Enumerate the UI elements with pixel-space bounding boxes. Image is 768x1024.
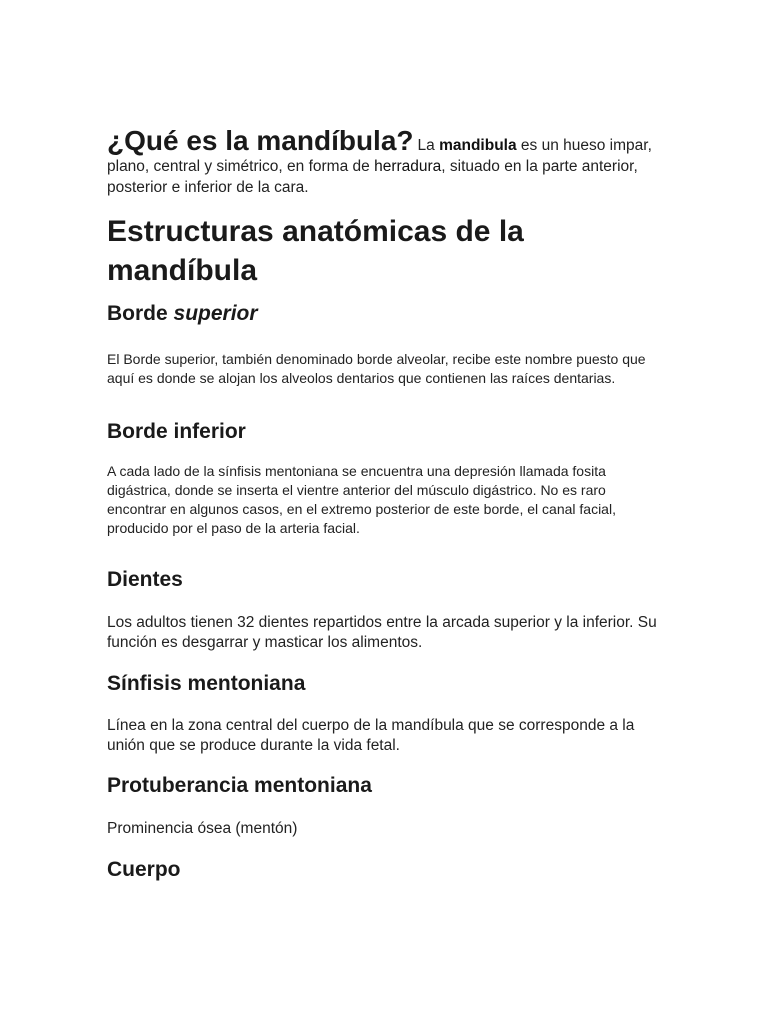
section-title-dientes: Dientes — [107, 568, 183, 591]
section-title-protuberancia: Protuberancia mentoniana — [107, 774, 372, 797]
intro-text-3: , situado en la parte anterior, posterior e inferior de la cara. — [107, 158, 638, 196]
intro-paragraph — [107, 125, 667, 198]
question-title: ¿Qué es la mandíbula? — [107, 125, 414, 156]
section-text-borde-superior: El Borde superior, también denominado borde alveolar, recibe este nombre puesto que aquí es donde se alojan los alveolos dentarios que contienen las raíces dentarias. — [107, 351, 646, 386]
section-title-borde-inferior: Borde inferior — [107, 420, 246, 443]
intro-highlight-term: herradura — [374, 158, 442, 175]
intro-text-2: es un hueso impar, plano, central y simétrico, en forma de — [107, 137, 652, 175]
intro-bold-term: mandibula — [439, 137, 517, 154]
section-text-sinfisis: Línea en la zona central del cuerpo de la mandíbula que se corresponde a la unión que se produce durante la vida fetal. — [107, 717, 635, 754]
main-heading: Estructuras anatómicas de la mandíbula — [107, 215, 524, 287]
section-title-italic: superior — [173, 302, 258, 325]
intro-text-1: La — [417, 137, 440, 154]
section-text-borde-inferior: A cada lado de la sínfisis mentoniana se encuentra una depresión llamada fosita digástrica, donde se inserta el vientre anterior del músculo digástrico. No es raro encontrar en algunos casos, en el extremo posterior de este borde, el canal facial, producido por el paso de la arteria facial. — [107, 463, 616, 536]
section-text-protuberancia: Prominencia ósea (mentón) — [107, 820, 298, 837]
section-title-plain: Borde — [107, 302, 174, 325]
section-title-sinfisis: Sínfisis mentoniana — [107, 672, 306, 695]
section-text-dientes: Los adultos tienen 32 dientes repartidos entre la arcada superior y la inferior. Su función es desgarrar y masticar los alimentos. — [107, 614, 657, 651]
section-title-cuerpo: Cuerpo — [107, 858, 181, 881]
section-title-borde-superior — [107, 302, 258, 326]
